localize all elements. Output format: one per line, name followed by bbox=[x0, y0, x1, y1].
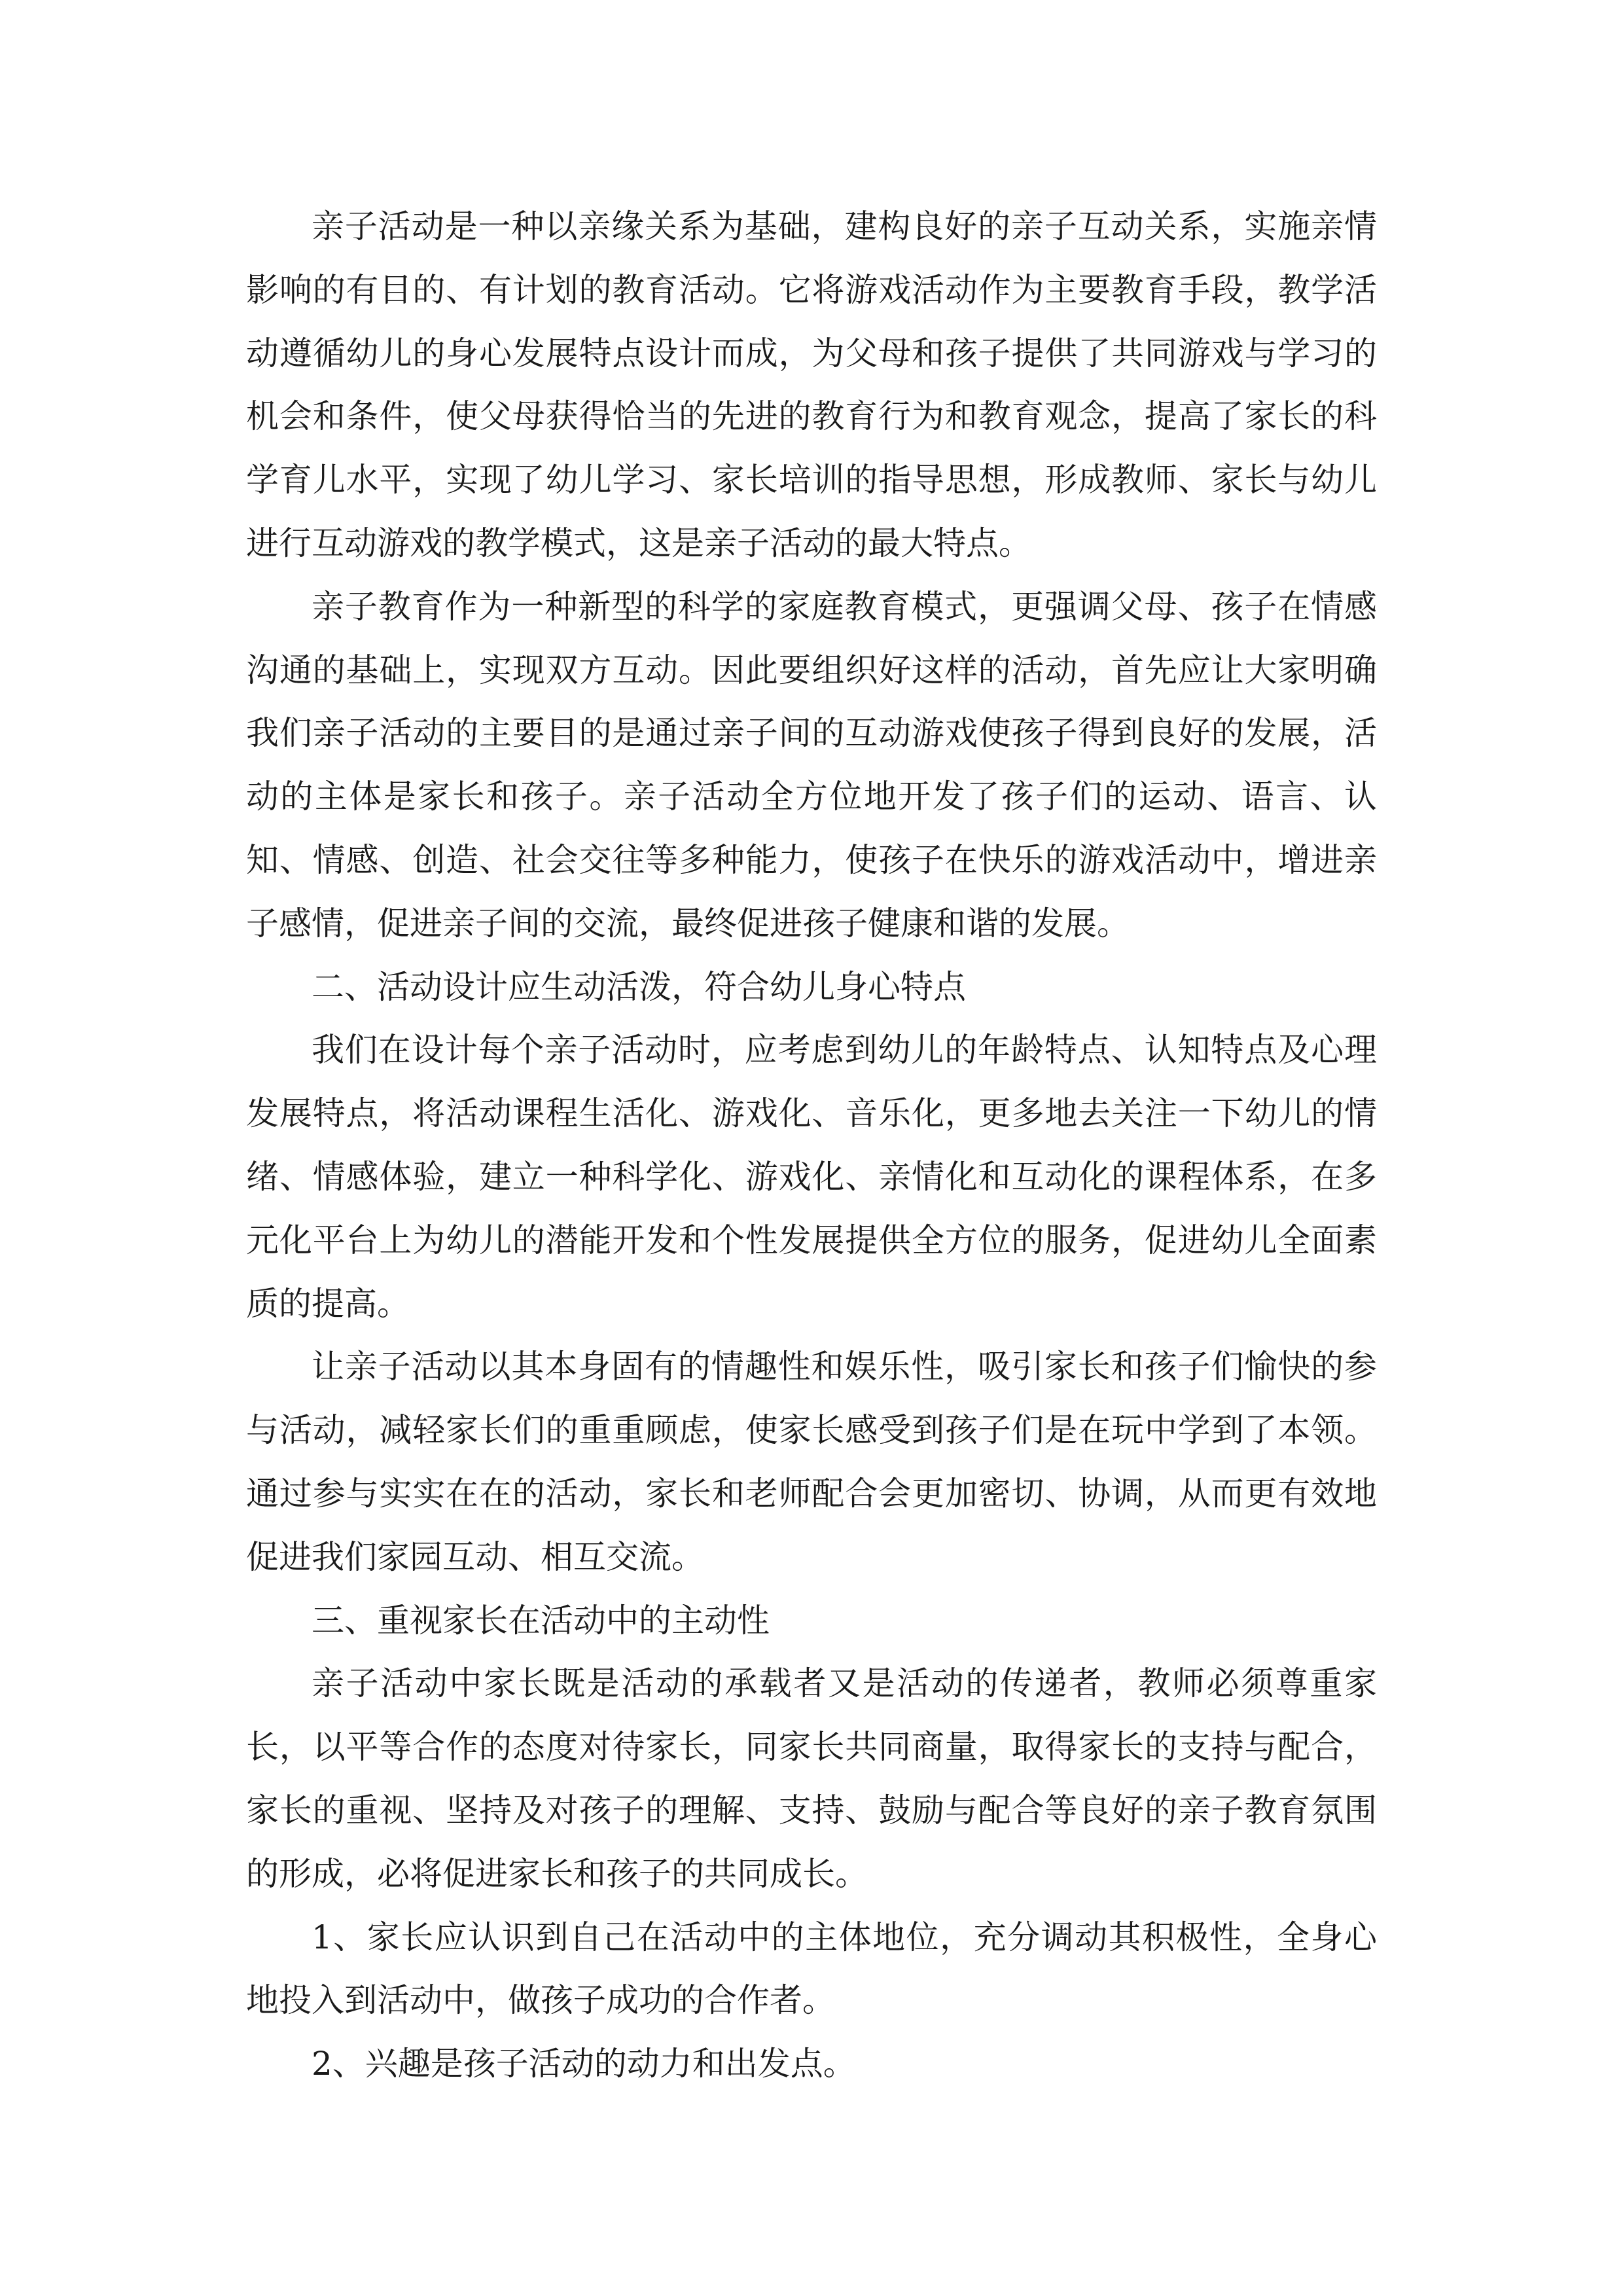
section-heading-3: 三、重视家长在活动中的主动性 bbox=[312, 1601, 770, 1640]
list-item-1: 1、家长应认识到自己在活动中的主体地位，充分调动其积极性，全身心地投入到活动中，做孩子成功的合作者。 bbox=[246, 1918, 1377, 2020]
paragraph-parent-role: 亲子活动中家长既是活动的承载者又是活动的传递者，教师必须尊重家长，以平等合作的态度对待家长，同家长共同商量，取得家长的支持与配合，家长的重视、坚持及对孩子的理解、支持、鼓励与配合等良好的亲子教育氛围的形成，必将促进家长和孩子的共同成长。 bbox=[246, 1664, 1377, 1893]
paragraph-entertainment: 让亲子活动以其本身固有的情趣性和娱乐性，吸引家长和孩子们愉快的参与活动，减轻家长们的重重顾虑，使家长感受到孩子们是在玩中学到了本领。通过参与实实在在的活动，家长和老师配合会更加密切、协调，从而更有效地促进我们家园互动、相互交流。 bbox=[246, 1348, 1377, 1576]
section-heading-2: 二、活动设计应生动活泼，符合幼儿身心特点 bbox=[312, 967, 966, 1006]
paragraph-intro: 亲子活动是一种以亲缘关系为基础，建构良好的亲子互动关系，实施亲情影响的有目的、有计划的教育活动。它将游戏活动作为主要教育手段，教学活动遵循幼儿的身心发展特点设计而成，为父母和孩子提供了共同游戏与学习的机会和条件，使父母获得恰当的先进的教育行为和教育观念，提高了家长的科学育儿水平，实现了幼儿学习、家长培训的指导思想，形成教师、家长与幼儿进行互动游戏的教学模式，这是亲子活动的最大特点。 bbox=[246, 207, 1377, 562]
paragraph-activity-design: 我们在设计每个亲子活动时，应考虑到幼儿的年龄特点、认知特点及心理发展特点，将活动课程生活化、游戏化、音乐化，更多地去关注一下幼儿的情绪、情感体验，建立一种科学化、游戏化、亲情化和互动化的课程体系，在多元化平台上为幼儿的潜能开发和个性发展提供全方位的服务，促进幼儿全面素质的提高。 bbox=[246, 1031, 1377, 1323]
list-item-2: 2、兴趣是孩子活动的动力和出发点。 bbox=[312, 2045, 856, 2083]
document-body bbox=[246, 195, 1377, 2096]
paragraph-parent-child-education: 亲子教育作为一种新型的科学的家庭教育模式，更强调父母、孩子在情感沟通的基础上，实现双方互动。因此要组织好这样的活动，首先应让大家明确我们亲子活动的主要目的是通过亲子间的互动游戏使孩子得到良好的发展，活动的主体是家长和孩子。亲子活动全方位地开发了孩子们的运动、语言、认知、情感、创造、社会交往等多种能力，使孩子在快乐的游戏活动中，增进亲子感情，促进亲子间的交流，最终促进孩子健康和谐的发展。 bbox=[246, 587, 1377, 942]
